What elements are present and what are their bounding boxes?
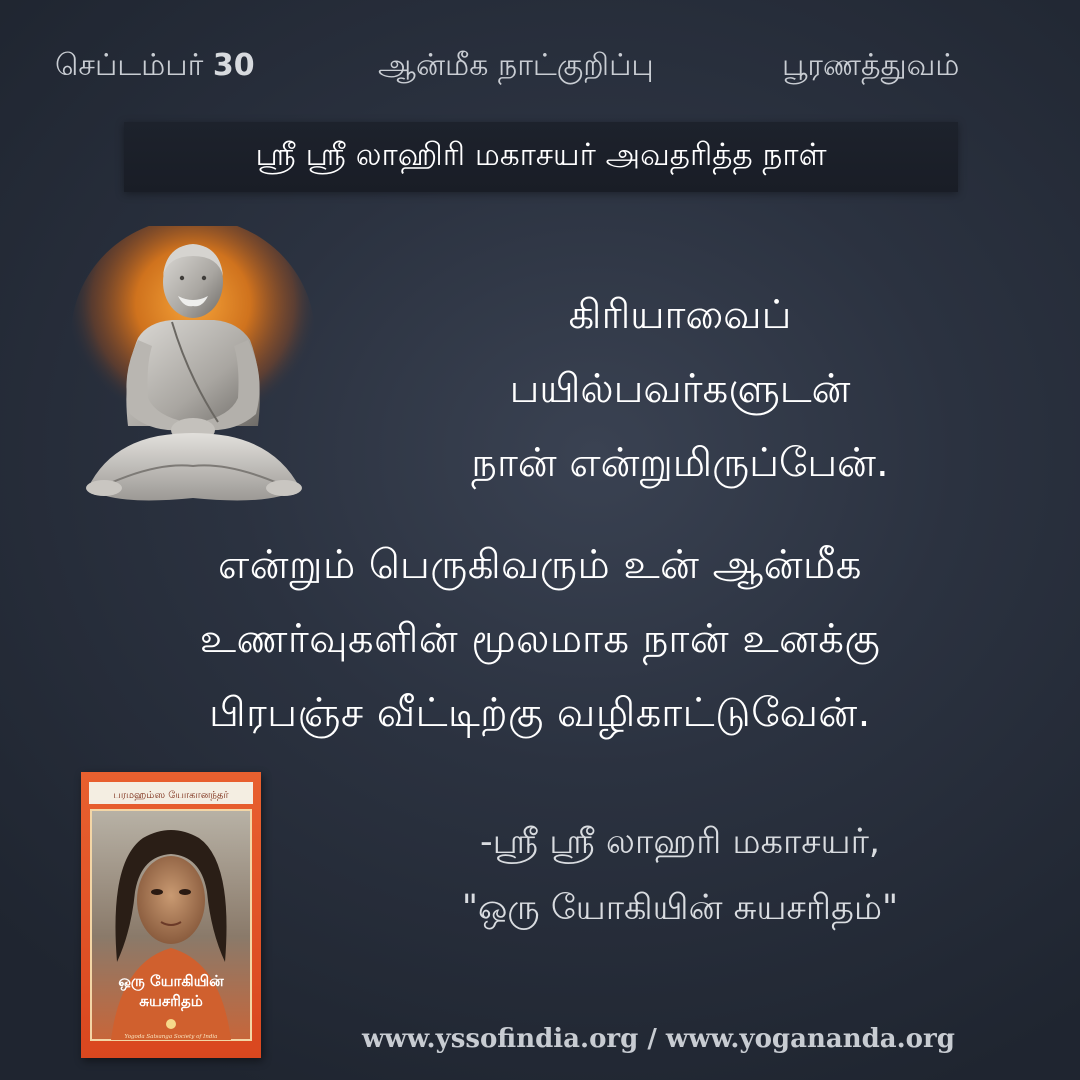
book-cover-autobiography — [81, 772, 261, 1058]
quote-part-two — [20, 528, 1060, 750]
date-number: 30 — [212, 48, 255, 83]
header-date — [55, 48, 255, 87]
book-title-line1: ஒரு யோகியின் — [118, 972, 224, 990]
lahiri-mahasaya-portrait — [68, 226, 318, 516]
banner-title: ஸ்ரீ ஸ்ரீ லாஹிரி மகாசயர் அவதரித்த நாள் — [255, 137, 827, 173]
series-title: ஆன்மீக நாட்குறிப்பு — [378, 48, 654, 83]
theme-title: பூரணத்துவம் — [782, 48, 960, 83]
attribution-author: -ஸ்ரீ ஸ்ரீ லாஹரி மகாசயர், — [479, 822, 881, 862]
quote-line: உணர்வுகளின் மூலமாக நான் உனக்கு — [199, 616, 881, 662]
book-portrait-face — [137, 856, 205, 944]
book-author: பரமஹம்ஸ யோகானந்தர் — [113, 790, 229, 801]
quote-line: பயில்பவர்களுடன் — [509, 366, 851, 412]
book-title-line2: சுயசரிதம் — [139, 992, 203, 1010]
date-label: செப்டம்பர் — [55, 48, 204, 83]
book-publisher: Yogoda Satsanga Society of India — [124, 1034, 218, 1040]
occasion-banner — [124, 122, 958, 192]
quote-part-one — [340, 278, 1020, 500]
footer-urls: www.yssofindia.org / www.yogananda.org — [362, 1024, 955, 1054]
quote-line: பிரபஞ்ச வீட்டிற்கு வழிகாட்டுவேன். — [209, 690, 871, 736]
quote-line: கிரியாவைப் — [568, 292, 792, 338]
attribution-source: "ஒரு யோகியின் சுயசரிதம்" — [461, 888, 899, 928]
publisher-emblem-icon — [166, 1019, 176, 1029]
header — [0, 48, 1080, 98]
quote-line: நான் என்றுமிருப்பேன். — [471, 440, 889, 486]
quote-line: என்றும் பெருகிவரும் உன் ஆன்மீக — [218, 542, 862, 588]
